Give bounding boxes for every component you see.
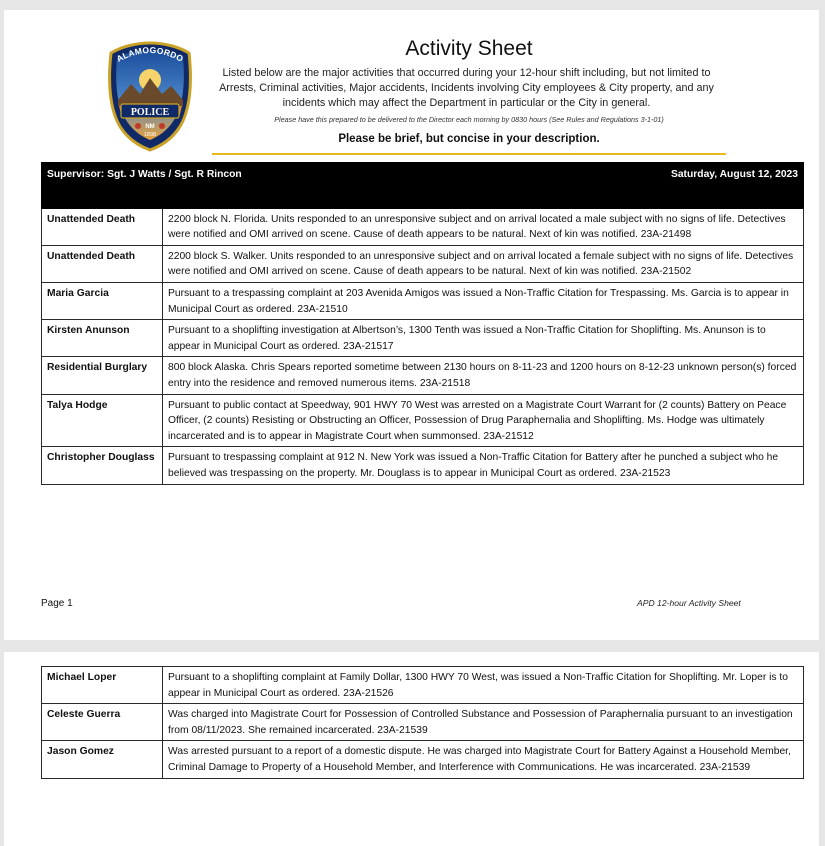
intro-paragraph: Listed below are the major activities that occurred during your 12-hour shift including, but not limited to Arrests, Criminal activities, Major accidents, Incidents involving City employees & City property, and any incidents which may affect the Department in particular or the City in general. [219,67,714,110]
entry-description: Pursuant to a shoplifting investigation at Albertson’s, 1300 Tenth was issued a Non-Traffic Citation for Shoplifting. Ms. Anunson is to appear in Municipal Court as ordered. 23A-21517 [163,320,804,357]
entry-subject: Talya Hodge [42,394,163,447]
entry-description: Pursuant to public contact at Speedway, 901 HWY 70 West was arrested on a Magistrate Court Warrant for (2 counts) Battery on Peace Officer, (2 counts) Resisting or Obstructing an Officer, Possession of Drug Paraphernalia and Shoplifting. Ms. Hodge was ultimately incarcerated and is to appear in Magistrate Court when summonsed. 23A-21512 [163,394,804,447]
table-row [42,357,804,394]
table-row [42,394,804,447]
entry-description: 2200 block N. Florida. Units responded to an unresponsive subject and on arrival located a male subject with no signs of life. Detectives were notified and OMI arrived on scene. Cause of death appears to be natural. Next of kin was notified. 23A-21498 [163,208,804,245]
table-row [42,704,804,741]
table-row [42,208,804,245]
activity-table [41,162,804,485]
alamogordo-police-badge-logo [107,40,193,152]
entry-description: 2200 block S. Walker. Units responded to an unresponsive subject and on arrival located a female subject with no signs of life. Detectives were notified and OMI arrived on scene. Cause of death appears to be natural. Next of kin was notified. 23A-21502 [163,245,804,282]
logo-city-text: ALAMOGORDO [114,44,186,64]
entry-subject: Jason Gomez [42,741,163,778]
entry-description: 800 block Alaska. Chris Spears reported sometime between 2130 hours on 8-11-23 and 1200 hours on 8-12-23 unknown person(s) forced entry into the residence and removed numerous items. 23A-21518 [163,357,804,394]
entry-description: Was charged into Magistrate Court for Possession of Controlled Substance and Possession of Paraphernalia pursuant to an investigation from 08/11/2023. She remained incarcerated. 23A-21539 [163,704,804,741]
table-row [42,741,804,778]
table-row [42,320,804,357]
header-divider [212,153,726,155]
logo-year-text: 1898 [143,132,157,138]
date-cell: Saturday, August 12, 2023 [368,163,804,188]
table-row [42,282,804,319]
entry-subject: Residential Burglary [42,357,163,394]
footer-doc-title: APD 12-hour Activity Sheet [637,598,741,608]
logo-state-text: NM [145,124,155,130]
delivery-note: Please have this prepared to be delivered to the Director each morning by 0830 hours (See Rules and Regulations 3-1-01) [274,115,664,124]
entry-subject: Christopher Douglass [42,447,163,484]
entry-subject: Maria Garcia [42,282,163,319]
entry-subject: Unattended Death [42,208,163,245]
logo-police-text: POLICE [130,107,170,118]
brief-instruction: Please be brief, but concise in your description. [338,133,600,145]
page-title: Activity Sheet [405,37,533,60]
entry-description: Pursuant to a trespassing complaint at 203 Avenida Amigos was issued a Non-Traffic Citation for Trespassing. Ms. Garcia is to appear in Municipal Court as ordered. 23A-21510 [163,282,804,319]
supervisor-cell: Supervisor: Sgt. J Watts / Sgt. R Rincon [42,163,368,188]
table-row [42,447,804,484]
entry-subject: Kirsten Anunson [42,320,163,357]
entry-description: Pursuant to a shoplifting complaint at Family Dollar, 1300 HWY 70 West, was issued a Non-Traffic Citation for Shoplifting. Mr. Loper is to appear in Municipal Court as ordered. 23A-21526 [163,667,804,704]
page-number: Page 1 [41,598,73,609]
entry-subject: Celeste Guerra [42,704,163,741]
entry-subject: Unattended Death [42,245,163,282]
entry-description: Was arrested pursuant to a report of a domestic dispute. He was charged into Magistrate Court for Battery Against a Household Member, Criminal Damage to Property of a Household Member, and Interference with Communications. He was incarcerated. 23A-21539 [163,741,804,778]
entry-description: Pursuant to trespassing complaint at 912 N. New York was issued a Non-Traffic Citation for Battery after he punched a subject who he believed was trespassing on the property. Mr. Douglass is to appear in Municipal Court as ordered. 23A-21523 [163,447,804,484]
document-page-1 [4,10,819,640]
document-page-2 [4,652,819,846]
entry-subject: Michael Loper [42,667,163,704]
header-band-row [42,187,804,208]
table-header-row [42,163,804,188]
activity-table-continued [41,666,804,779]
table-row [42,667,804,704]
table-row [42,245,804,282]
